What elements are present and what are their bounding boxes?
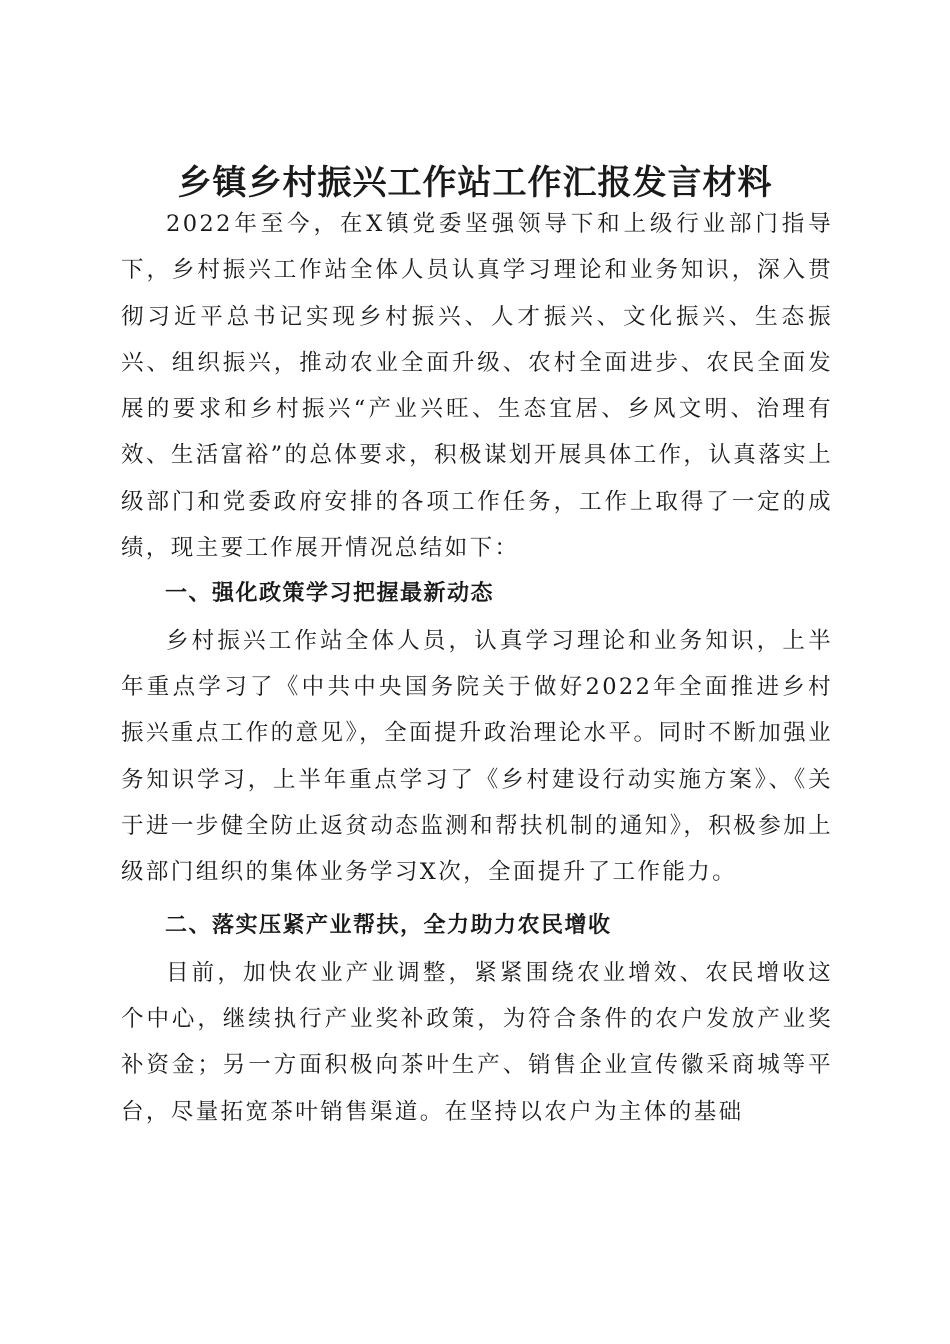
section-heading-1: 一、强化政策学习把握最新动态 — [165, 581, 495, 607]
intro-paragraph: 2022年至今，在X镇党委坚强领导下和上级行业部门指导下，乡村振兴工作站全体人员认真学习理论和业务知识，深入贯彻习近平总书记实现乡村振兴、人才振兴、文化振兴、生态振兴、组织振兴，推动农业全面升级、农村全面进步、农民全面发展的要求和乡村振兴“产业兴旺、生态宜居、乡风文明、治理有效、生活富裕”的总体要求，积极谋划开展具体工作，认真落实上级部门和党委政府安排的各项工作任务，工作上取得了一定的成绩，现主要工作展开情况总结如下： — [121, 211, 833, 562]
section-paragraph-2: 目前，加快农业产业调整，紧紧围绕农业增效、农民增收这个中心，继续执行产业奖补政策，为符合条件的农户发放产业奖补资金；另一方面积极向茶叶生产、销售企业宣传徽采商城等平台，尽量拓宽茶叶销售渠道。在坚持以农户为主体的基础 — [121, 959, 833, 1125]
section-heading-2: 二、落实压紧产业帮扶，全力助力农民增收 — [165, 913, 612, 939]
document-title: 乡镇乡村振兴工作站工作汇报发言材料 — [177, 162, 773, 203]
document-body — [121, 201, 833, 1135]
section-paragraph-1: 乡村振兴工作站全体人员，认真学习理论和业务知识，上半年重点学习了《中共中央国务院关于做好2022年全面推进乡村振兴重点工作的意见》，全面提升政治理论水平。同时不断加强业务知识学习，上半年重点学习了《乡村建设行动实施方案》、《关于进一步健全防止返贫动态监测和帮扶机制的通知》，积极参加上级部门组织的集体业务学习X次，全面提升了工作能力。 — [121, 627, 833, 886]
